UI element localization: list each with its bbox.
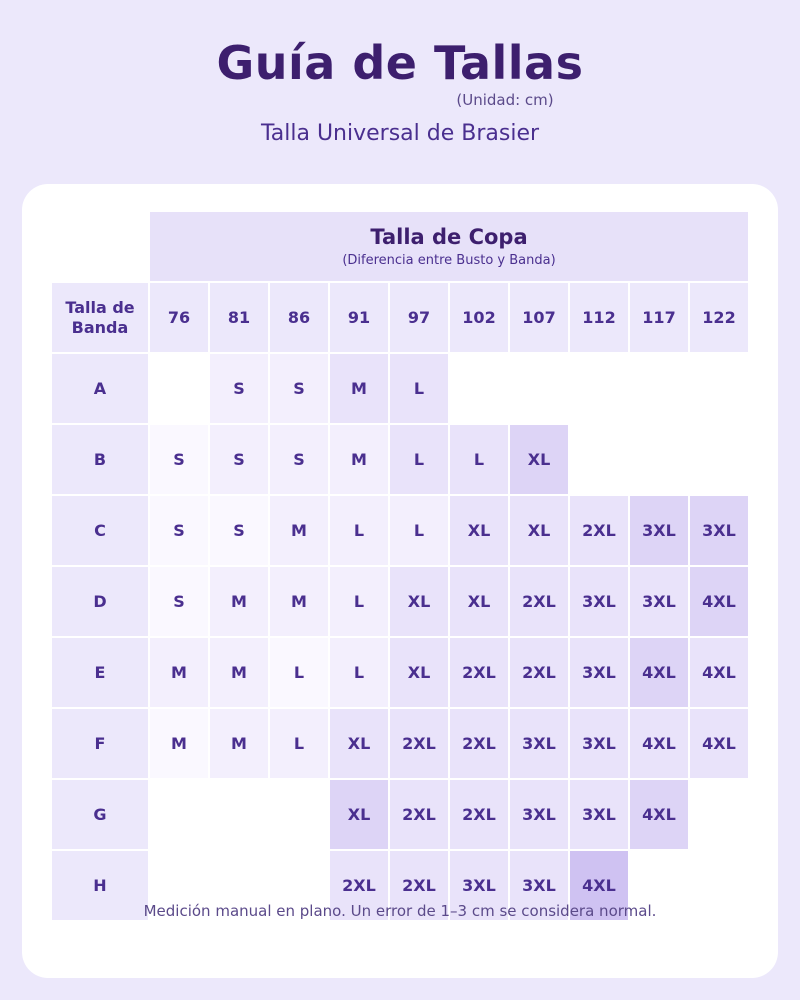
size-cell <box>149 779 209 850</box>
table-row <box>51 353 749 424</box>
size-cell: 4XL <box>629 779 689 850</box>
size-cell: M <box>329 353 389 424</box>
page-title: Guía de Tallas <box>216 36 584 90</box>
size-cell: 3XL <box>569 708 629 779</box>
size-cell: S <box>269 353 329 424</box>
table-row <box>51 495 749 566</box>
column-header: 117 <box>629 282 689 353</box>
size-cell: L <box>329 637 389 708</box>
size-cell <box>629 424 689 495</box>
size-cell: 4XL <box>569 850 629 921</box>
column-header: 91 <box>329 282 389 353</box>
size-cell: XL <box>509 495 569 566</box>
size-cell: L <box>329 566 389 637</box>
column-header: 102 <box>449 282 509 353</box>
size-cell: 3XL <box>509 779 569 850</box>
table-row <box>51 708 749 779</box>
size-cell: 2XL <box>449 637 509 708</box>
size-cell: S <box>149 566 209 637</box>
size-cell: 2XL <box>389 708 449 779</box>
size-cell: XL <box>509 424 569 495</box>
size-cell: 3XL <box>509 708 569 779</box>
size-cell: 3XL <box>569 637 629 708</box>
size-cell: 4XL <box>629 637 689 708</box>
size-cell <box>149 353 209 424</box>
size-cell <box>629 353 689 424</box>
size-cell: M <box>269 566 329 637</box>
size-cell: 2XL <box>389 850 449 921</box>
column-header: 86 <box>269 282 329 353</box>
size-cell <box>209 779 269 850</box>
size-cell: 2XL <box>569 495 629 566</box>
size-cell: M <box>209 637 269 708</box>
size-cell: M <box>269 495 329 566</box>
size-cell: 3XL <box>629 566 689 637</box>
page-header <box>0 0 800 146</box>
size-cell: XL <box>449 495 509 566</box>
size-cell: 3XL <box>569 566 629 637</box>
column-header-row <box>51 282 749 353</box>
cup-title: Talla de Copa <box>370 225 528 250</box>
size-cell: XL <box>329 779 389 850</box>
size-cell <box>689 424 749 495</box>
cup-subtitle: (Diferencia entre Busto y Banda) <box>342 252 556 268</box>
column-header: 81 <box>209 282 269 353</box>
table-head <box>51 211 749 353</box>
table-row <box>51 566 749 637</box>
row-label: A <box>51 353 149 424</box>
size-cell: L <box>389 495 449 566</box>
size-cell: M <box>329 424 389 495</box>
size-cell <box>509 353 569 424</box>
size-cell: 4XL <box>689 566 749 637</box>
table-row <box>51 637 749 708</box>
size-cell: 2XL <box>509 566 569 637</box>
size-cell <box>689 353 749 424</box>
size-cell: 2XL <box>389 779 449 850</box>
size-cell: S <box>209 424 269 495</box>
row-label: G <box>51 779 149 850</box>
row-label: F <box>51 708 149 779</box>
size-cell: 3XL <box>689 495 749 566</box>
size-cell: 3XL <box>449 850 509 921</box>
size-cell: XL <box>449 566 509 637</box>
row-label: H <box>51 850 149 921</box>
table-body <box>51 353 749 921</box>
size-cell: 3XL <box>629 495 689 566</box>
column-header: 107 <box>509 282 569 353</box>
band-header: Talla de Banda <box>51 282 149 353</box>
size-cell: M <box>209 566 269 637</box>
page-subtitle: Talla Universal de Brasier <box>260 120 540 146</box>
size-cell: 2XL <box>449 708 509 779</box>
cup-header-row <box>51 211 749 282</box>
row-label: C <box>51 495 149 566</box>
size-cell <box>449 353 509 424</box>
size-cell: 4XL <box>689 637 749 708</box>
size-cell: L <box>389 353 449 424</box>
unit-note: (Unidad: cm) <box>456 90 554 109</box>
cup-header-cell <box>149 211 749 282</box>
table-row <box>51 424 749 495</box>
size-cell: S <box>269 424 329 495</box>
size-cell: L <box>269 708 329 779</box>
size-table <box>50 210 750 922</box>
size-cell: L <box>449 424 509 495</box>
row-label: B <box>51 424 149 495</box>
table-corner <box>51 211 149 282</box>
row-label: D <box>51 566 149 637</box>
size-cell <box>569 424 629 495</box>
size-cell: XL <box>389 566 449 637</box>
size-cell: XL <box>389 637 449 708</box>
column-header: 122 <box>689 282 749 353</box>
size-cell <box>689 779 749 850</box>
size-cell: XL <box>329 708 389 779</box>
size-cell: M <box>209 708 269 779</box>
size-cell <box>569 353 629 424</box>
size-cell: L <box>269 637 329 708</box>
size-table-card <box>22 184 778 978</box>
size-cell: S <box>149 424 209 495</box>
size-cell: 3XL <box>569 779 629 850</box>
size-cell: 4XL <box>689 708 749 779</box>
size-cell <box>269 779 329 850</box>
size-cell: S <box>209 495 269 566</box>
size-cell: 4XL <box>629 708 689 779</box>
size-cell: M <box>149 637 209 708</box>
column-header: 97 <box>389 282 449 353</box>
size-cell: L <box>389 424 449 495</box>
size-cell: S <box>209 353 269 424</box>
size-cell: 2XL <box>329 850 389 921</box>
size-cell: M <box>149 708 209 779</box>
footnote: Medición manual en plano. Un error de 1–3 cm se considera normal. <box>143 902 657 920</box>
size-cell: S <box>149 495 209 566</box>
size-cell: 3XL <box>509 850 569 921</box>
table-row <box>51 779 749 850</box>
size-cell: L <box>329 495 389 566</box>
column-header: 76 <box>149 282 209 353</box>
size-cell: 2XL <box>509 637 569 708</box>
size-cell: 2XL <box>449 779 509 850</box>
row-label: E <box>51 637 149 708</box>
column-header: 112 <box>569 282 629 353</box>
